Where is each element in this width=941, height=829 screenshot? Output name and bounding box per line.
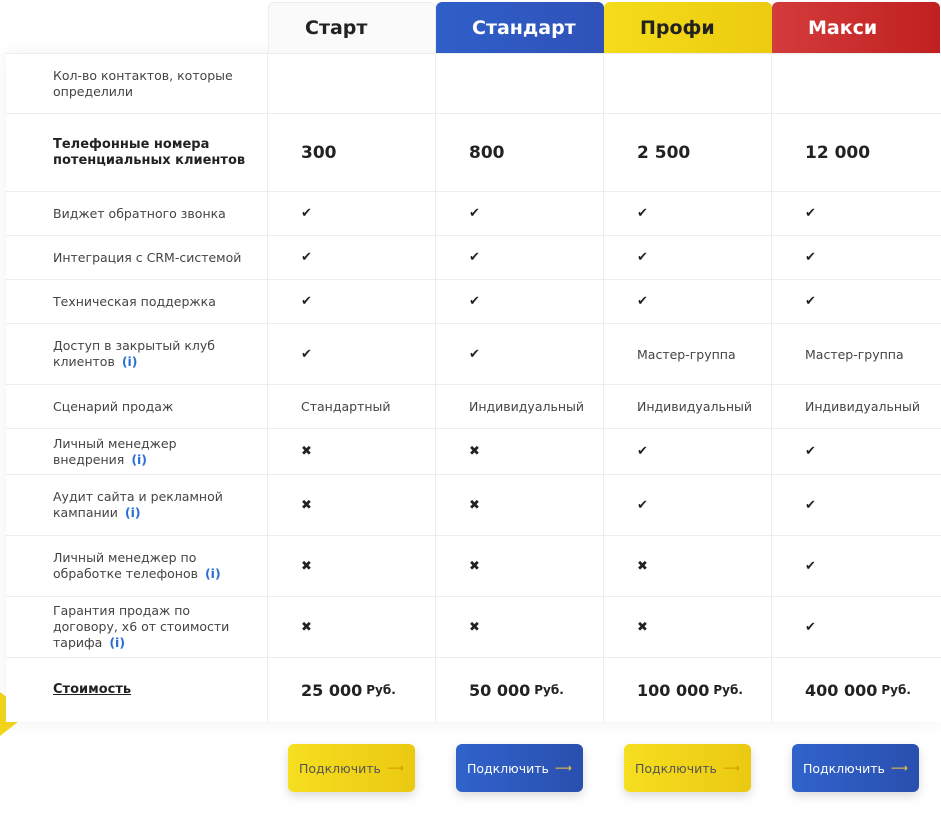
cell-text: ✖ — [469, 444, 480, 459]
table-row — [6, 53, 941, 113]
feature-value — [436, 114, 604, 191]
cell-text: 25 000 — [301, 680, 363, 700]
currency-label: Руб. — [713, 683, 743, 697]
check-icon — [268, 192, 436, 235]
feature-value — [268, 114, 436, 191]
price-value — [436, 658, 604, 722]
cell-text: ✖ — [301, 444, 312, 459]
cell-text: ✖ — [301, 558, 312, 574]
feature-label — [6, 236, 268, 279]
feature-value — [604, 385, 772, 428]
check-icon — [772, 280, 940, 323]
check-icon — [772, 597, 940, 657]
info-icon[interactable]: (i) — [124, 505, 141, 520]
cell-text: ✖ — [469, 497, 480, 513]
cell-text: ✔ — [805, 619, 816, 635]
currency-label: Руб. — [534, 683, 564, 697]
cell-text: 100 000 — [637, 680, 710, 700]
cell-text: ✔ — [301, 346, 312, 362]
cell-text: Мастер-группа — [805, 346, 904, 362]
pricing-table — [6, 2, 941, 792]
check-icon — [268, 236, 436, 279]
feature-label-text: Личный менеджер по обработке телефонов (i) — [53, 550, 221, 581]
plan-header-profi: Профи — [604, 2, 772, 53]
connect-button-profi[interactable] — [624, 744, 751, 792]
feature-value — [604, 324, 772, 384]
check-icon — [436, 324, 604, 384]
price-value — [772, 658, 940, 722]
check-icon — [268, 280, 436, 323]
cell-text: ✔ — [805, 250, 816, 265]
check-icon — [436, 192, 604, 235]
check-icon — [772, 429, 940, 474]
check-icon — [772, 236, 940, 279]
table-row — [6, 323, 941, 384]
feature-label-text: Интеграция с CRM-системой — [53, 249, 242, 265]
cross-icon — [268, 429, 436, 474]
connect-button-standard[interactable] — [456, 744, 583, 792]
info-icon[interactable]: (i) — [109, 635, 126, 650]
cell-text: 300 — [301, 142, 337, 163]
plan-header-start: Старт — [268, 2, 436, 53]
cell-text: ✔ — [637, 206, 648, 221]
table-row — [6, 113, 941, 191]
feature-value — [268, 385, 436, 428]
cell-text: ✔ — [637, 250, 648, 265]
cell-text: Мастер-группа — [637, 346, 736, 362]
feature-value — [436, 385, 604, 428]
cell-text: ✔ — [805, 294, 816, 309]
cell-text: 12 000 — [805, 142, 871, 163]
feature-label — [6, 597, 268, 657]
price-value — [268, 658, 436, 722]
feature-label — [6, 324, 268, 384]
feature-label-text: Доступ в закрытый клуб клиентов (i) — [53, 338, 216, 369]
cell-text: ✖ — [301, 497, 312, 513]
feature-label — [6, 54, 268, 113]
connect-buttons-row — [6, 744, 941, 792]
check-icon — [772, 536, 940, 596]
check-icon — [604, 280, 772, 323]
feature-value — [268, 54, 436, 113]
cell-text: ✔ — [805, 558, 816, 574]
check-icon — [772, 475, 940, 535]
cell-text: 400 000 — [805, 680, 878, 700]
connect-button-maxi[interactable] — [792, 744, 919, 792]
table-row — [6, 428, 941, 474]
feature-label — [6, 114, 268, 191]
cell-text: ✖ — [637, 558, 648, 574]
feature-label-text: Техническая поддержка — [53, 293, 216, 309]
cell-text: 800 — [469, 142, 505, 163]
plan-header-standard: Стандарт — [436, 2, 604, 53]
cell-text: 50 000 — [469, 680, 531, 700]
check-icon — [268, 324, 436, 384]
feature-label-text: Кол-во контактов, которые определили — [53, 67, 233, 99]
table-row — [6, 235, 941, 279]
cell-text: ✔ — [469, 250, 480, 265]
feature-label-text: Личный менеджер внедрения (i) — [53, 435, 177, 467]
cross-icon — [604, 536, 772, 596]
arrow-right-icon: ⟶ — [386, 761, 405, 775]
feature-value — [772, 54, 940, 113]
cross-icon — [268, 597, 436, 657]
check-icon — [604, 192, 772, 235]
arrow-right-icon: ⟶ — [890, 761, 909, 775]
table-row — [6, 191, 941, 235]
feature-label-text: Виджет обратного звонка — [53, 205, 226, 221]
info-icon[interactable]: (i) — [131, 451, 148, 467]
table-row — [6, 535, 941, 596]
cross-icon — [436, 429, 604, 474]
table-row — [6, 279, 941, 323]
feature-value — [436, 54, 604, 113]
cross-icon — [268, 536, 436, 596]
cross-icon — [436, 475, 604, 535]
feature-label-text: Гарантия продаж по договору, х6 от стоимости тарифа (i) — [53, 603, 230, 650]
cell-text: ✔ — [805, 497, 816, 513]
feature-value — [604, 114, 772, 191]
connect-button-label: Подключить — [634, 760, 717, 776]
cell-text: ✔ — [301, 250, 312, 265]
connect-button-label: Подключить — [802, 760, 885, 776]
table-row — [6, 384, 941, 428]
feature-label — [6, 192, 268, 235]
cross-icon — [268, 475, 436, 535]
cell-text: 2 500 — [637, 142, 691, 163]
cross-icon — [604, 597, 772, 657]
cell-text: ✔ — [469, 294, 480, 309]
feature-value — [772, 114, 940, 191]
arrow-right-icon: ⟶ — [722, 761, 741, 775]
cell-text: Индивидуальный — [805, 399, 921, 414]
info-icon[interactable]: (i) — [204, 566, 221, 581]
cell-text: ✖ — [301, 619, 312, 635]
cell-text: ✔ — [805, 206, 816, 221]
connect-button-label: Подключить — [298, 760, 381, 776]
arrow-right-icon: ⟶ — [554, 761, 573, 775]
feature-value — [604, 54, 772, 113]
feature-label-text: Аудит сайта и рекламной кампании (i) — [53, 489, 223, 520]
cell-text: ✔ — [469, 206, 480, 221]
check-icon — [436, 280, 604, 323]
cell-text: ✖ — [637, 619, 648, 635]
cell-text: ✖ — [469, 558, 480, 574]
feature-label — [6, 536, 268, 596]
cell-text: ✔ — [637, 497, 648, 513]
cell-text: ✔ — [301, 206, 312, 221]
currency-label: Руб. — [366, 683, 396, 697]
check-icon — [604, 236, 772, 279]
feature-label — [6, 385, 268, 428]
check-icon — [604, 429, 772, 474]
connect-button-start[interactable] — [288, 744, 415, 792]
feature-value — [772, 385, 940, 428]
cross-icon — [436, 597, 604, 657]
feature-label — [6, 475, 268, 535]
cell-text: Индивидуальный — [469, 399, 585, 414]
table-row — [6, 596, 941, 657]
cell-text: Индивидуальный — [637, 399, 753, 414]
feature-label-text: Телефонные номера потенциальных клиентов — [53, 136, 246, 168]
feature-label — [6, 429, 268, 474]
info-icon[interactable]: (i) — [121, 354, 138, 369]
cell-text: ✔ — [637, 294, 648, 309]
cell-text: ✔ — [637, 444, 648, 459]
cell-text: ✖ — [469, 619, 480, 635]
check-icon — [772, 192, 940, 235]
price-value — [604, 658, 772, 722]
check-icon — [604, 475, 772, 535]
cell-text: Стандартный — [301, 399, 391, 414]
cell-text: ✔ — [469, 346, 480, 362]
cross-icon — [436, 536, 604, 596]
features-grid — [6, 53, 941, 722]
plan-header-row — [6, 2, 941, 53]
connect-button-label: Подключить — [466, 760, 549, 776]
feature-value — [772, 324, 940, 384]
feature-label — [6, 280, 268, 323]
feature-label — [6, 658, 268, 722]
currency-label: Руб. — [881, 683, 911, 697]
table-row — [6, 657, 941, 722]
cell-text: ✔ — [805, 444, 816, 459]
plan-header-maxi: Макси — [772, 2, 940, 53]
check-icon — [436, 236, 604, 279]
cell-text: ✔ — [301, 294, 312, 309]
table-row — [6, 474, 941, 535]
feature-label-text: Сценарий продаж — [53, 398, 174, 414]
feature-label-text: Стоимость — [53, 682, 132, 697]
